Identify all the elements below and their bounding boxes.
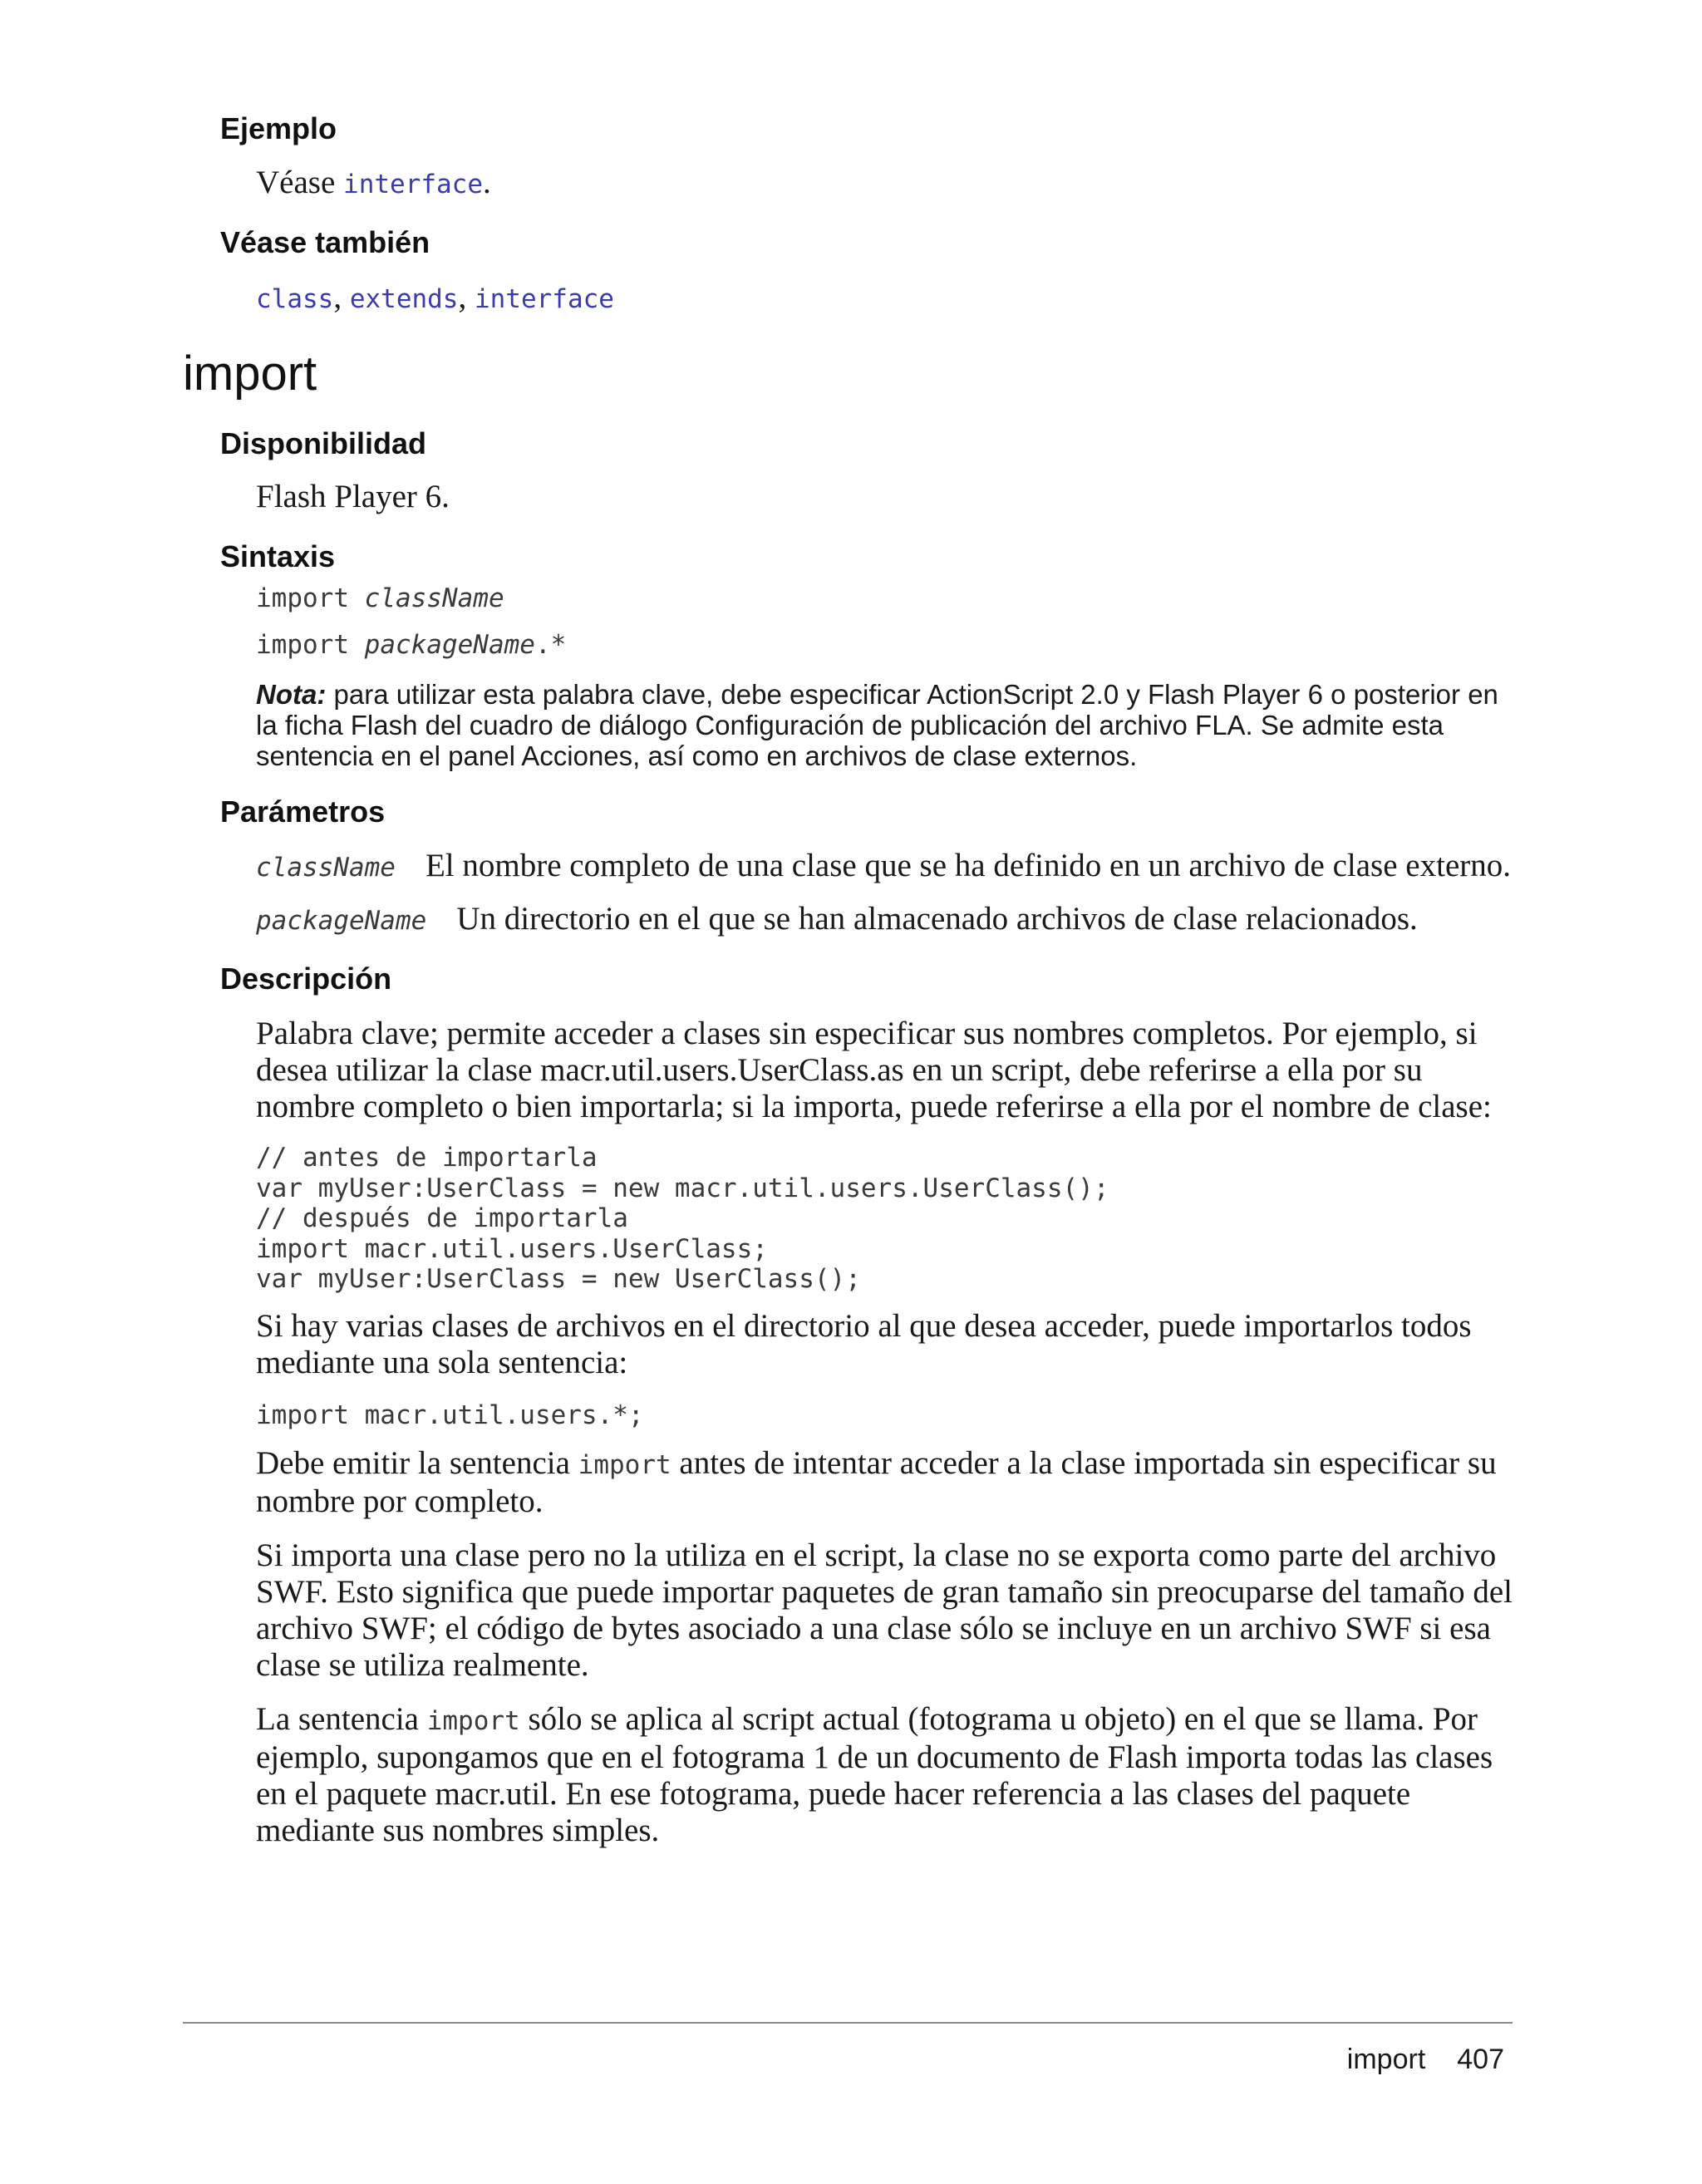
code-block-example: // antes de importarla var myUser:UserClass = new macr.util.users.UserClass(); // después de importarla import macr.util.users.UserClass; var myUser:UserClass = new UserClass(); — [256, 1143, 1109, 1294]
interface-link[interactable]: interface — [474, 284, 614, 314]
syntax-keyword: import — [256, 630, 365, 660]
p3-after: antes de intentar acceder a la clase importada sin especificar su nombre por completo. — [256, 1445, 1497, 1519]
disponibilidad-text: Flash Player 6. — [256, 479, 450, 514]
page-number: 407 — [1457, 2044, 1504, 2075]
code-block-wildcard: import macr.util.users.*; — [256, 1400, 644, 1430]
extends-link[interactable]: extends — [349, 284, 459, 314]
note-label: Nota: — [256, 679, 327, 710]
descripcion-paragraph-3 — [256, 1445, 1519, 1520]
descripcion-paragraph-5 — [256, 1701, 1519, 1849]
syntax-note — [256, 679, 1519, 771]
ejemplo-heading: Ejemplo — [220, 111, 337, 145]
import-keyword: import — [426, 1706, 520, 1736]
syntax-argument: className — [364, 583, 504, 613]
disponibilidad-heading: Disponibilidad — [220, 426, 426, 460]
syntax-suffix: .* — [534, 630, 567, 660]
page-footer — [1347, 2043, 1504, 2076]
p5-before: La sentencia — [256, 1701, 427, 1737]
ejemplo-suffix: . — [483, 165, 491, 200]
ejemplo-prefix: Véase — [256, 165, 344, 200]
page-title: import — [183, 347, 317, 401]
descripcion-paragraph-2: Si hay varias clases de archivos en el directorio al que desea acceder, puede importarlos todos mediante una sola sentencia: — [256, 1308, 1472, 1380]
sintaxis-heading: Sintaxis — [220, 539, 336, 573]
footer-rule — [183, 2022, 1513, 2024]
parameter-name: packageName — [256, 906, 427, 936]
link-separator: , — [458, 279, 475, 315]
parametros-heading: Parámetros — [220, 794, 386, 829]
parameter-row — [256, 901, 1527, 939]
vease-tambien-heading: Véase también — [220, 225, 430, 259]
footer-section: import — [1346, 2044, 1426, 2075]
syntax-line-1 — [256, 583, 504, 613]
parameter-description: Un directorio en el que se han almacenado archivos de clase relacionados. — [456, 901, 1418, 937]
import-keyword: import — [578, 1450, 671, 1480]
descripcion-paragraph-1: Palabra clave; permite acceder a clases sin especificar sus nombres completos. Por ejemplo, si desea utilizar la clase macr.util.users.UserClass.as en un script, debe referirse a ella por su nombre completo o bien importarla; si la importa, puede referirse a ella por el nombre de clase: — [256, 1016, 1492, 1124]
parameter-name: className — [256, 853, 396, 883]
syntax-argument: packageName — [364, 630, 535, 660]
class-link[interactable]: class — [256, 284, 334, 314]
p3-before: Debe emitir la sentencia — [256, 1445, 578, 1481]
vease-links — [256, 279, 1519, 317]
parameter-row — [256, 848, 1527, 886]
note-text: para utilizar esta palabra clave, debe especificar ActionScript 2.0 y Flash Player 6 o posterior en la ficha Flash del cuadro de diálogo Configuración de publicación del archivo FLA. Se admite esta sentencia en el panel Acciones, así como en archivos de clase externos. — [256, 679, 1498, 771]
ejemplo-text — [256, 165, 1519, 203]
syntax-keyword: import — [256, 583, 365, 613]
parameter-description: El nombre completo de una clase que se ha definido en un archivo de clase externo. — [425, 848, 1511, 883]
p5-after: sólo se aplica al script actual (fotograma u objeto) en el que se llama. Por ejemplo, supongamos que en el fotograma 1 de un documento de Flash importa todas las clases en el paquete macr.util. En ese fotograma, puede hacer referencia a las clases del paquete mediante sus nombres simples. — [256, 1701, 1493, 1848]
descripcion-heading: Descripción — [220, 962, 392, 996]
descripcion-paragraph-4: Si importa una clase pero no la utiliza en el script, la clase no se exporta como parte del archivo SWF. Esto significa que puede importar paquetes de gran tamaño sin preocuparse del tamaño del archivo SWF; el código de bytes asociado a una clase sólo se incluye en un archivo SWF si esa clase se utiliza realmente. — [256, 1537, 1513, 1683]
interface-link[interactable]: interface — [343, 170, 484, 199]
syntax-line-2 — [256, 630, 566, 660]
link-separator: , — [333, 279, 350, 315]
